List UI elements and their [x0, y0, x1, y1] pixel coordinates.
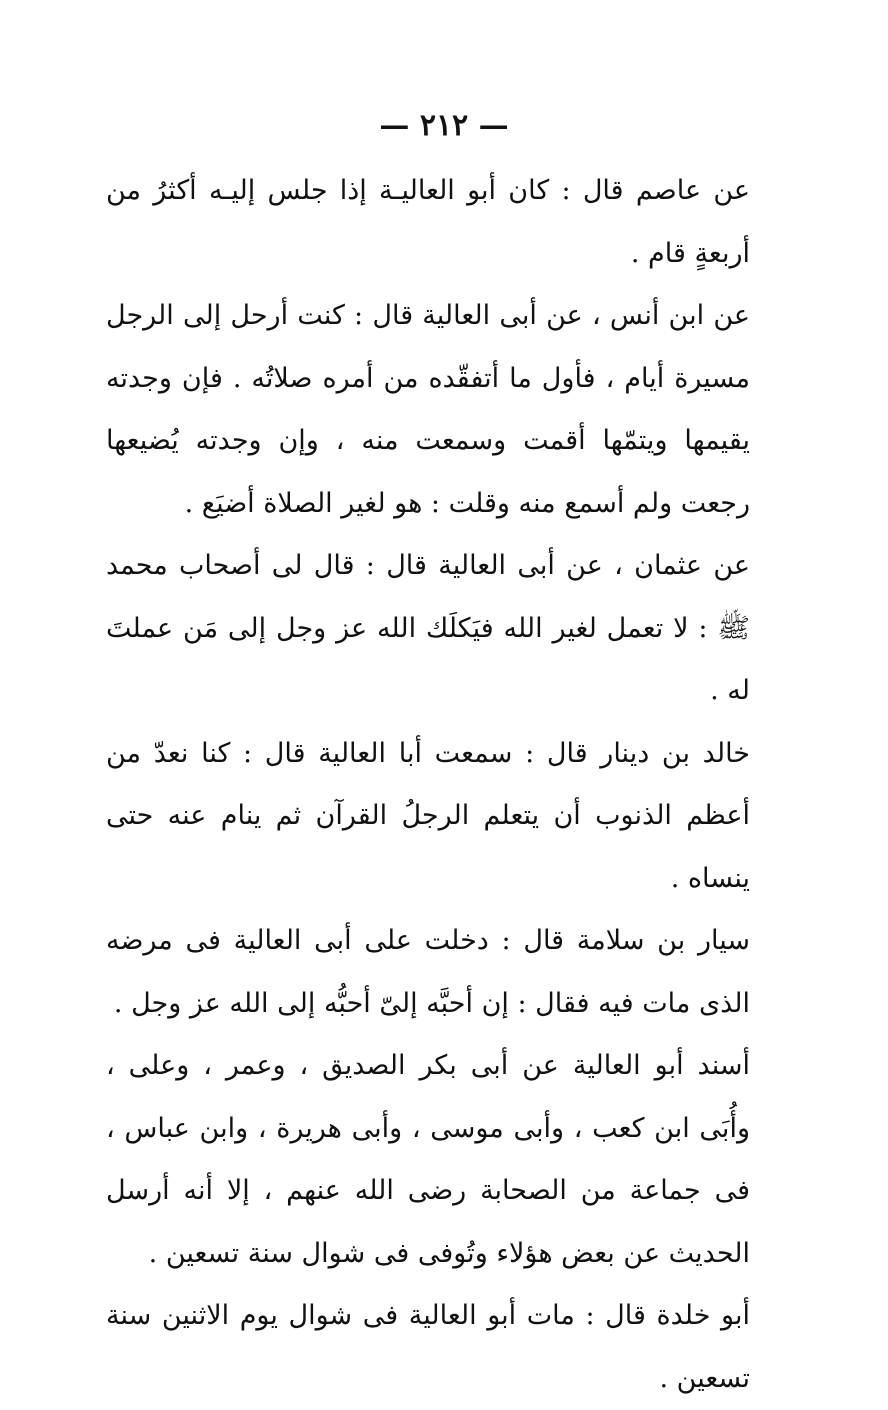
- paragraph-khalid: خالد بن دينار قال : سمعت أبا العالية قال : كنا نعدّ من أعظم الذنوب أن يتعلم الرجلُ القرآن ثم ينام عنه حتى ينساه .: [106, 737, 750, 894]
- paragraph-asim: عن عاصم قال : كان أبو العاليـة إذا جلس إليـه أكثرُ من أربعةٍ قام .: [106, 175, 750, 269]
- paragraph-abu-khalda: أبو خلدة قال : مات أبو العالية فى شوال يوم الاثنين سنة تسعين .: [106, 1300, 750, 1394]
- page-number: — ٢١٢ —: [379, 108, 509, 143]
- page-body: [106, 160, 750, 1410]
- paragraph-asnad: أسند أبو العالية عن أبى بكر الصديق ، وعمر ، وعلى ، وأُبَى ابن كعب ، وأبى موسى ، وأبى هريرة ، وابن عباس ، فى جماعة من الصحابة رضى الله عنهم ، إلا أنه أرسل الحديث عن بعض هؤلاء وتُوفى فى شوال سنة تسعين .: [106, 1050, 750, 1269]
- paragraph-ibn-anas: عن ابن أنس ، عن أبى العالية قال : كنت أرحل إلى الرجل مسيرة أيام ، فأول ما أتفقّده من أمره صلاتُه . فإن وجدته يقيمها ويتمّها أقمت وسمعت منه ، وإن وجدته يُضيعها رجعت ولم أسمع منه وقلت : هو لغير الصلاة أضيَع .: [106, 300, 750, 519]
- paragraph-sayyar: سيار بن سلامة قال : دخلت على أبى العالية فى مرضه الذى مات فيه فقال : إن أحبَّه إلىّ أحبُّه إلى الله عز وجل .: [106, 925, 750, 1019]
- paragraph-uthman: عن عثمان ، عن أبى العالية قال : قال لى أصحاب محمد ﷺ : لا تعمل لغير الله فيَكلَك الله عز وجل إلى مَن عملتَ له .: [106, 550, 750, 706]
